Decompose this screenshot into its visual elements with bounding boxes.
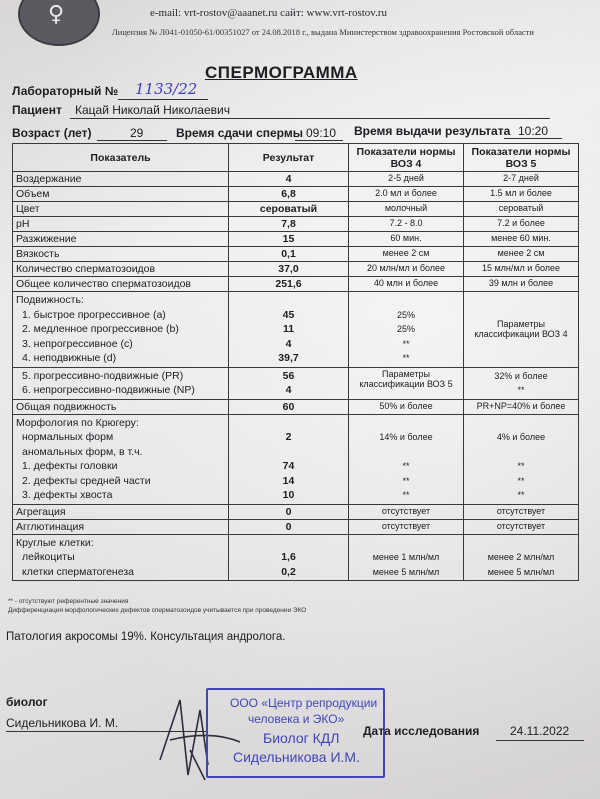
pr-who5: 32% и более	[494, 370, 548, 381]
morphology-tail-who5: **	[517, 490, 525, 500]
collection-time-label: Время сдачи спермы	[176, 126, 303, 140]
motility-item-c: 3. непрогрессивное (c)	[22, 337, 133, 350]
row-who4: 20 млн/мл и более	[349, 262, 464, 277]
collection-time-value: 09:10	[306, 126, 337, 140]
spermatogenesis-cells-result: 0,2	[281, 565, 296, 578]
table-row	[13, 262, 579, 277]
age-label: Возраст (лет)	[12, 126, 92, 140]
row-result: 251,6	[229, 277, 349, 292]
total-motility-who4: 50% и более	[349, 399, 464, 414]
aggregation-who5: отсутствует	[464, 504, 579, 519]
leukocytes-who5: менее 2 млн/мл	[487, 552, 555, 562]
row-result: 0,1	[229, 247, 349, 262]
morphology-head-who4: **	[402, 461, 410, 471]
table-row	[13, 247, 579, 262]
row-who5: 39 млн и более	[464, 277, 579, 292]
who4-note: Параметры классификации ВОЗ 5	[349, 367, 464, 399]
clinic-stamp	[206, 688, 385, 778]
motility-result-d: 39,7	[278, 352, 299, 364]
morphology-item-mid: 2. дефекты средней части	[22, 474, 151, 487]
aggregation-name: Агрегация	[13, 504, 229, 519]
leukocytes-who4: менее 1 млн/мл	[372, 552, 440, 562]
table-row	[13, 172, 579, 187]
motility-who4-b: 25%	[396, 324, 415, 334]
leukocytes-name: лейкоциты	[22, 551, 75, 563]
agglutination-who4: отсутствует	[349, 519, 464, 534]
table-header-row	[13, 144, 579, 172]
age-value: 29	[130, 126, 144, 140]
row-result: 37,0	[229, 262, 349, 277]
row-who5: 15 млн/мл и более	[464, 262, 579, 277]
header-who4: Показатели нормы ВОЗ 4	[349, 144, 464, 172]
row-who5: 2-7 дней	[464, 172, 579, 187]
morphology-normal-who5: 4% и более	[496, 432, 546, 442]
row-name: pH	[13, 217, 229, 232]
patient-value: Кацай Николай Николаевич	[75, 103, 230, 117]
motility-result-b: 11	[282, 323, 295, 335]
spermatogenesis-cells-name: клетки сперматогенеза	[22, 565, 134, 578]
round-cells-block	[13, 534, 579, 581]
clinic-logo	[18, 0, 100, 46]
license-line: Лицензия № Л041-01050-61/00351027 от 24.08.2018 г., выдана Министерством здравоохранения Ростовской области	[112, 27, 534, 37]
table-row	[13, 277, 579, 292]
agglutination-who5: отсутствует	[464, 519, 579, 534]
motility-block	[13, 292, 579, 368]
row-result: 15	[229, 232, 349, 247]
table-row	[13, 187, 579, 202]
row-result: 4	[229, 172, 349, 187]
morphology-title: Морфология по Крюгеру:	[16, 416, 139, 429]
table-row	[13, 232, 579, 247]
row-who5: менее 60 мин.	[464, 232, 579, 247]
patient-underline	[70, 118, 550, 119]
row-name: Объем	[13, 187, 229, 202]
stamp-line-1: ООО «Центр репродукции	[230, 696, 378, 710]
total-motility-name: Общая подвижность	[13, 399, 229, 414]
morphology-item-head: 1. дефекты головки	[22, 460, 118, 472]
row-who4: молочный	[349, 202, 464, 217]
aggregation-result: 0	[229, 504, 349, 519]
result-time-value: 10:20	[518, 124, 549, 138]
lab-number-underline	[118, 99, 208, 100]
row-who4: 2.0 мл и более	[349, 187, 464, 202]
row-result: сероватый	[229, 202, 349, 217]
logo-icon: ♀	[48, 2, 65, 27]
round-cells-title: Круглые клетки:	[16, 536, 94, 549]
morphology-mid-who4: **	[402, 475, 410, 486]
row-who5: сероватый	[464, 202, 579, 217]
motility-item-b: 2. медленное прогрессивное (b)	[22, 323, 179, 335]
stamp-line-3: Биолог КДЛ	[263, 730, 340, 746]
row-who5: 1.5 мл и более	[464, 187, 579, 202]
stamp-line-2: человека и ЭКО»	[248, 712, 345, 726]
morphology-tail-result: 10	[282, 489, 295, 501]
result-time-label: Время выдачи результата	[354, 124, 511, 138]
row-name: Количество сперматозоидов	[13, 262, 229, 277]
morphology-item-tail: 3. дефекты хвоста	[22, 489, 113, 501]
agglutination-row	[13, 519, 579, 534]
leukocytes-result: 1,6	[281, 551, 296, 563]
morphology-mid-result: 14	[282, 474, 295, 487]
row-name: Вязкость	[13, 247, 229, 262]
header-who5: Показатели нормы ВОЗ 5	[464, 144, 579, 172]
morphology-normal-result: 2	[285, 431, 292, 443]
age-underline	[97, 140, 167, 141]
header-email: e-mail: vrt-rostov@aaanet.ru сайт: www.vrt-rostov.ru	[150, 7, 388, 19]
row-name: Воздержание	[13, 172, 229, 187]
row-who4: менее 2 см	[349, 247, 464, 262]
header-indicator: Показатель	[13, 144, 229, 172]
page-title: СПЕРМОГРАММА	[205, 63, 358, 82]
spermatogenesis-cells-who4: менее 5 млн/мл	[372, 566, 440, 577]
morphology-normal-who4: 14% и более	[379, 432, 433, 442]
pathology-note: Патология акросомы 19%. Консультация андролога.	[6, 631, 286, 643]
biologist-label: биолог	[6, 695, 48, 709]
motility-result-c: 4	[285, 337, 292, 350]
morphology-mid-who5: **	[517, 475, 525, 486]
total-motility-who5: PR+NP=40% и более	[464, 399, 579, 414]
row-who4: 2-5 дней	[349, 172, 464, 187]
morphology-head-who5: **	[517, 461, 525, 471]
motility-who5-note: Параметры классификации ВОЗ 4	[464, 292, 579, 368]
motility-who4-c: **	[402, 338, 410, 349]
morphology-block	[13, 414, 579, 504]
spermogram-table	[12, 143, 579, 581]
row-name: Общее количество сперматозоидов	[13, 277, 229, 292]
motility-item-a: 1. быстрое прогрессивное (a)	[22, 308, 166, 321]
motility-who4-d: **	[402, 353, 410, 363]
biologist-name: Сидельникова И. М.	[6, 716, 119, 730]
study-date-value: 24.11.2022	[510, 724, 570, 738]
row-name: Разжижение	[13, 232, 229, 247]
header-result: Результат	[229, 144, 349, 172]
np-name: 6. непрогрессивно-подвижные (NP)	[22, 384, 195, 396]
result-time-underline	[504, 138, 562, 139]
morphology-head-result: 74	[282, 460, 295, 472]
pr-result: 56	[282, 369, 295, 382]
row-result: 7,8	[229, 217, 349, 232]
lab-number-label: Лабораторный №	[12, 84, 119, 98]
agglutination-name: Агглютинация	[13, 519, 229, 534]
row-who5: менее 2 см	[464, 247, 579, 262]
row-name: Цвет	[13, 202, 229, 217]
motility-title: Подвижность:	[16, 294, 84, 306]
lab-number-value: 1133/22	[135, 80, 198, 98]
row-result: 6,8	[229, 187, 349, 202]
np-who5: **	[517, 385, 525, 395]
motility-result-a: 45	[282, 308, 295, 321]
np-result: 4	[285, 384, 292, 396]
pr-name: 5. прогрессивно-подвижные (PR)	[22, 369, 184, 382]
patient-label: Пациент	[12, 103, 62, 117]
agglutination-result: 0	[229, 519, 349, 534]
row-who4: 60 мин.	[349, 232, 464, 247]
morphology-normal-name: нормальных форм	[22, 431, 114, 443]
table-row	[13, 202, 579, 217]
row-who4: 40 млн и более	[349, 277, 464, 292]
spermatogenesis-cells-who5: менее 5 млн/мл	[487, 566, 555, 577]
aggregation-row	[13, 504, 579, 519]
pr-np-block	[13, 367, 579, 399]
total-motility-result: 60	[229, 399, 349, 414]
morphology-tail-who4: **	[402, 490, 410, 500]
morphology-abnormal-name: аномальных форм, в т.ч.	[22, 445, 143, 458]
row-who5: 7.2 и более	[464, 217, 579, 232]
row-who4: 7.2 - 8.0	[349, 217, 464, 232]
total-motility-row	[13, 399, 579, 414]
study-date-label: Дата исследования	[363, 724, 480, 738]
stamp-line-4: Сидельникова И.М.	[233, 749, 360, 765]
table-row	[13, 217, 579, 232]
footnote-ivf: Дифференциация морфологических дефектов сперматозоидов учитывается при проведении ЭКО	[8, 607, 307, 614]
motility-item-d: 4. неподвижные (d)	[22, 352, 117, 364]
aggregation-who4: отсутствует	[349, 504, 464, 519]
collection-time-underline	[295, 140, 343, 141]
motility-who4-a: 25%	[396, 309, 415, 320]
study-date-underline	[496, 740, 584, 741]
footnote-reference: ** - отсутствуют референтные значения	[8, 598, 129, 605]
